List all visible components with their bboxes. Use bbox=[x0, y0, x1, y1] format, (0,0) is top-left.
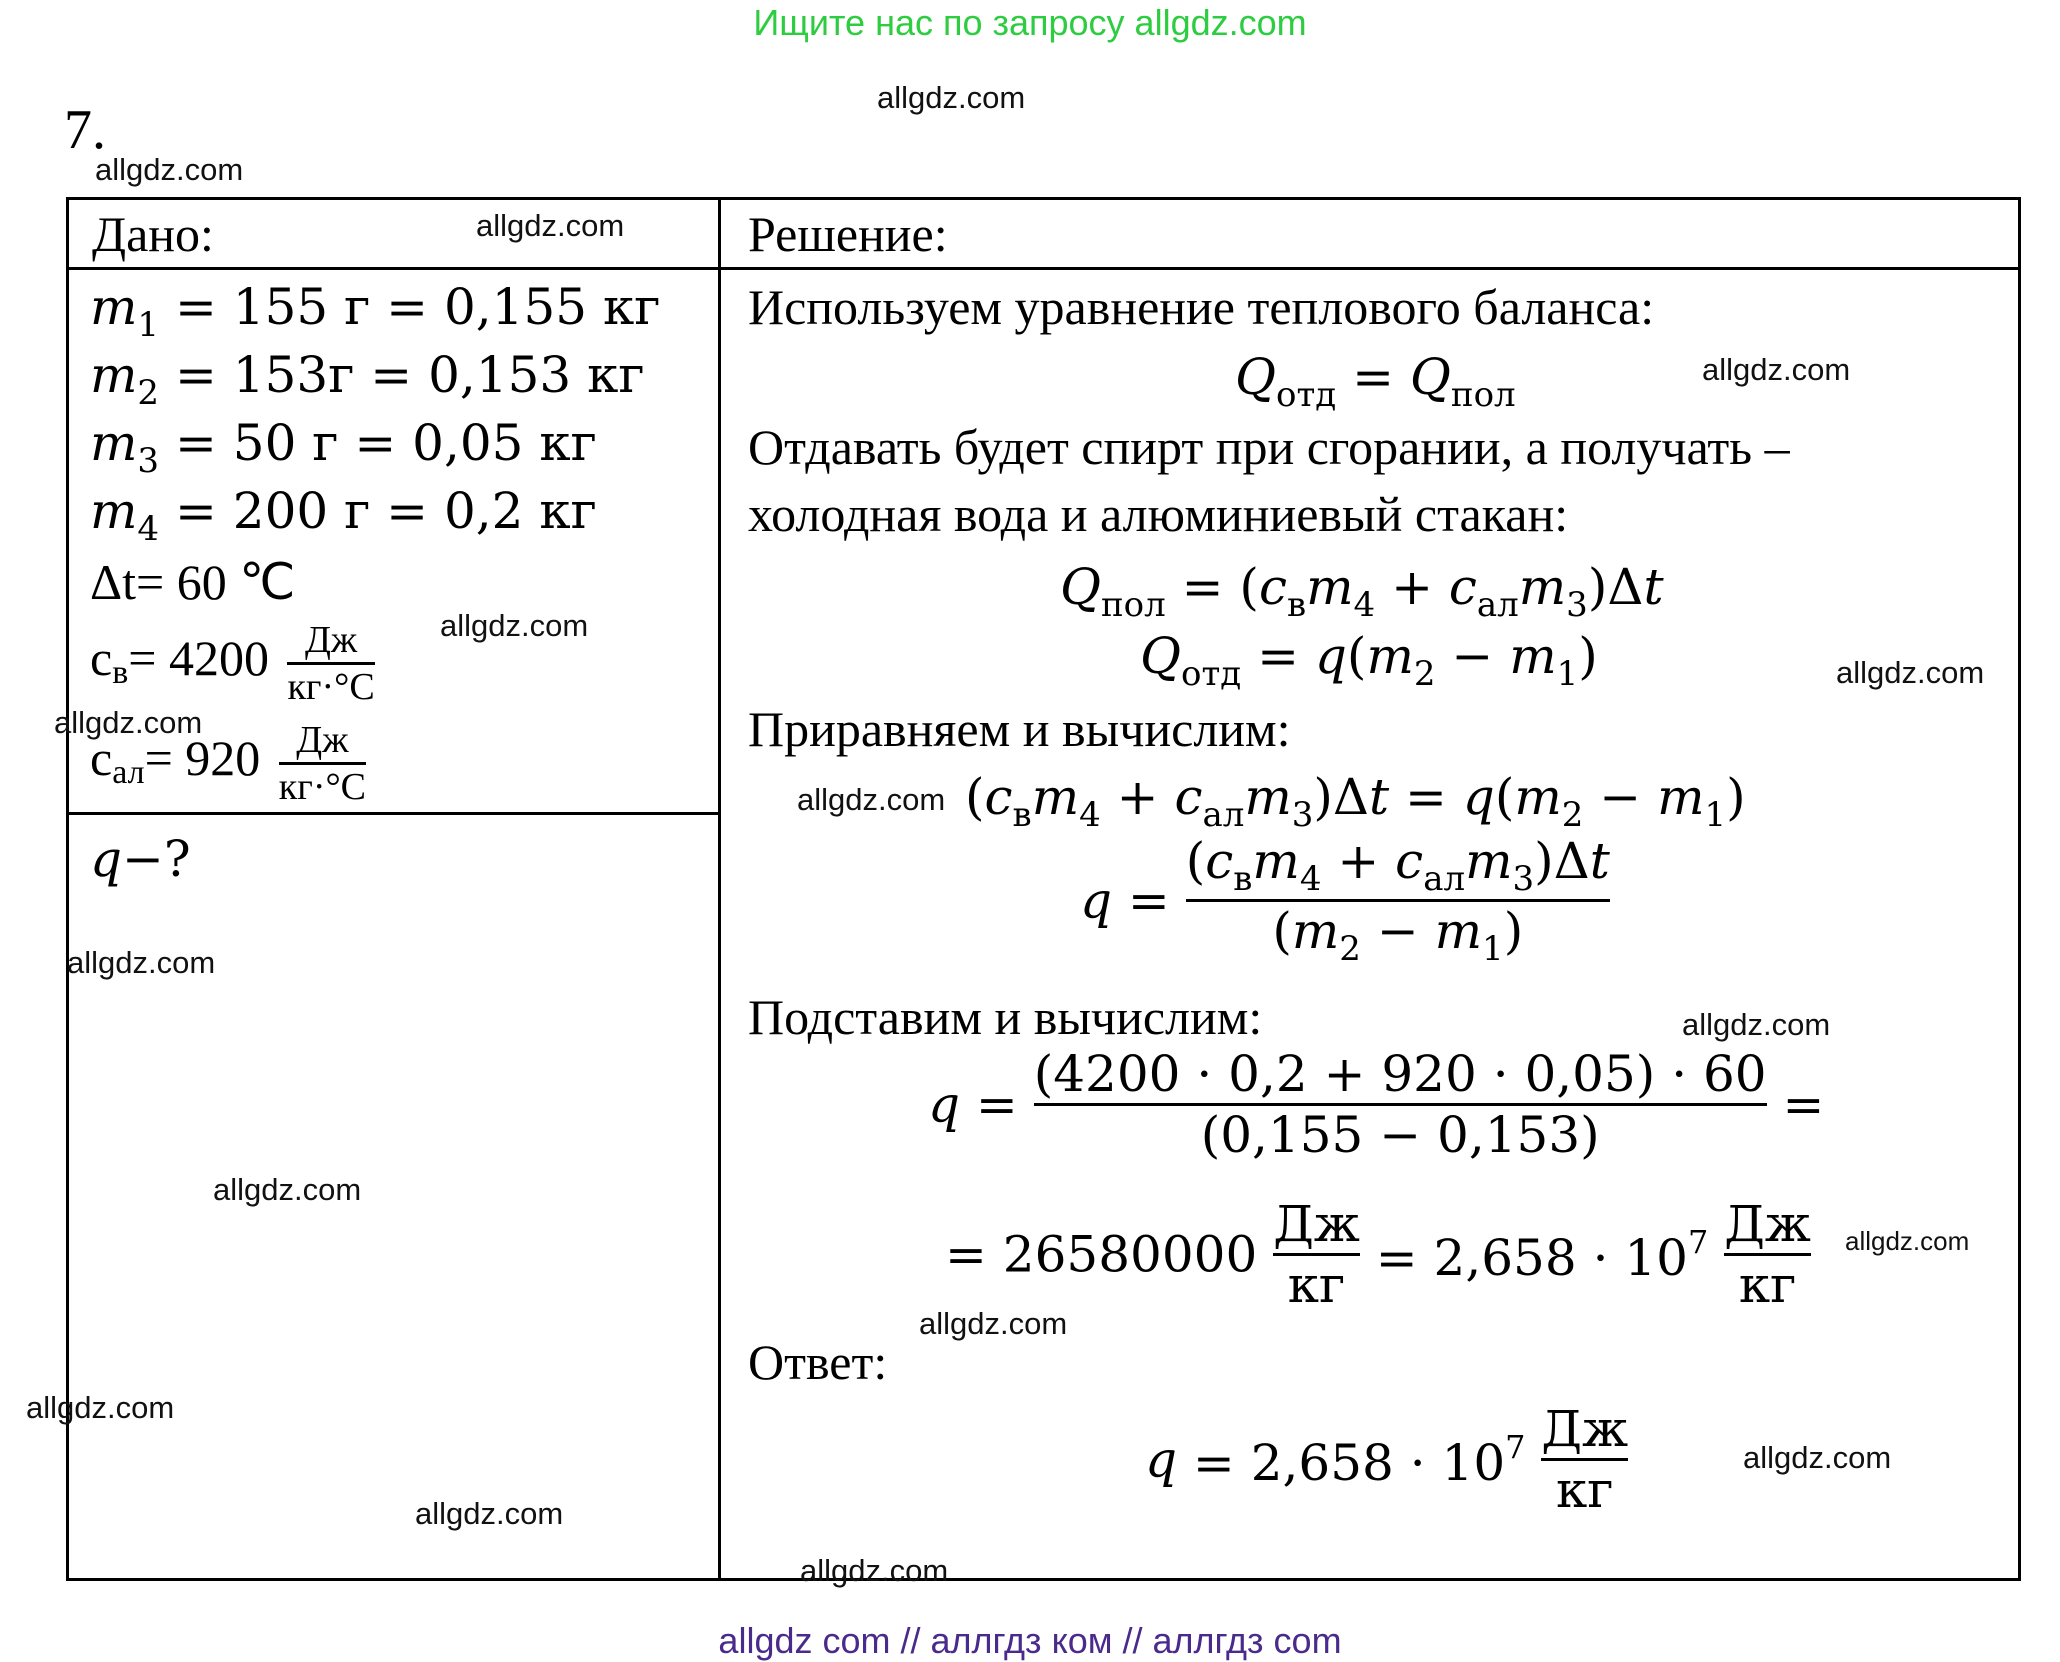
given-header: Дано: bbox=[92, 206, 214, 262]
problem-number: 7. bbox=[64, 99, 106, 161]
solution-line4: Приравняем и вычислим: bbox=[748, 701, 1291, 757]
watermark: allgdz.com bbox=[1743, 1440, 1892, 1475]
watermark: allgdz.com bbox=[26, 1390, 175, 1425]
answer-label: Ответ: bbox=[748, 1334, 888, 1390]
given-m1: $m_1 = 155$ г = 0,155 кг bbox=[90, 278, 661, 345]
given-m4: $m_4 = 200$ г = 0,2 кг bbox=[90, 482, 597, 549]
solution-line5: Подставим и вычислим: bbox=[748, 989, 1263, 1045]
watermark: allgdz.com bbox=[1702, 352, 1851, 387]
watermark: allgdz.com bbox=[1845, 1226, 1970, 1256]
given-cv: св= 4200 $\frac{Дж}{кг\cdot^\circ С}$ bbox=[90, 619, 375, 708]
solution-line1: Используем уравнение теплового баланса: bbox=[748, 279, 1655, 335]
watermark: allgdz.com bbox=[877, 80, 1026, 115]
solution-line3: холодная вода и алюминиевый стакан: bbox=[748, 486, 1569, 542]
watermark: allgdz.com bbox=[440, 608, 589, 643]
header-divider bbox=[66, 267, 2021, 270]
given-m3: $m_3 = 50$ г = 0,05 кг bbox=[90, 414, 597, 481]
q-received-equation: $Q_{пол} = (c_вm_4 + c_{ал}m_3)\Delta t$ bbox=[1060, 558, 1664, 625]
watermark: allgdz.com bbox=[54, 705, 203, 740]
watermark: allgdz.com bbox=[213, 1172, 362, 1207]
footer-links[interactable]: allgdz com // аллгдз ком // аллгдз com bbox=[718, 1620, 1342, 1661]
given-find-divider bbox=[66, 812, 721, 815]
watermark: allgdz.com bbox=[67, 945, 216, 980]
watermark: allgdz.com bbox=[95, 152, 244, 187]
given-m2: $m_2 = 153г = 0,153$ кг bbox=[90, 346, 645, 413]
solution-line2: Отдавать будет спирт при сгорании, а получать – bbox=[748, 419, 1790, 475]
given-dt: Δt= 60 ℃ bbox=[90, 554, 296, 610]
find-q: q−? bbox=[90, 830, 191, 888]
watermark: allgdz.com bbox=[1836, 655, 1985, 690]
q-given-equation: $Q_{отд} = q(m_2 - m_1)$ bbox=[1140, 627, 1598, 694]
solution-header: Решение: bbox=[748, 206, 948, 262]
search-banner: Ищите нас по запросу allgdz.com bbox=[753, 2, 1307, 43]
watermark: allgdz.com bbox=[415, 1496, 564, 1531]
answer: $q = 2,658 \cdot 10^7$ $\frac{Дж}{кг}$ bbox=[1145, 1400, 1629, 1519]
substitution: q = $\frac{(4200 \cdot 0,2 + 920 \cdot 0,05) \cdot 60}{(0,155 - 0,153)}$ = bbox=[928, 1045, 1825, 1164]
watermark: allgdz.com bbox=[919, 1306, 1068, 1341]
watermark: allgdz.com bbox=[476, 208, 625, 243]
given-cal: сал= 920 $\frac{Дж}{кг\cdot^\circ С}$ bbox=[90, 719, 367, 808]
watermark: allgdz.com bbox=[1682, 1007, 1831, 1042]
equated-equation: $(c_вm_4 + c_{ал}m_3)\Delta t = q(m_2 - m_1)$ bbox=[965, 768, 1746, 835]
column-divider bbox=[718, 197, 721, 1581]
watermark: allgdz.com bbox=[800, 1553, 949, 1588]
watermark: allgdz.com bbox=[797, 782, 946, 817]
balance-equation: $Q_{отд} = Q_{пол}$ bbox=[1235, 348, 1516, 415]
result: = 26580000 $\frac{Дж}{кг}$ = $2,658 \cdot 10^7$ $\frac{Дж}{кг}$ bbox=[945, 1195, 1811, 1314]
q-formula: q = $\frac{(c_вm_4 + c_{ал}m_3)\Delta t}{(m_2 - m_1)}$ bbox=[1080, 832, 1610, 969]
